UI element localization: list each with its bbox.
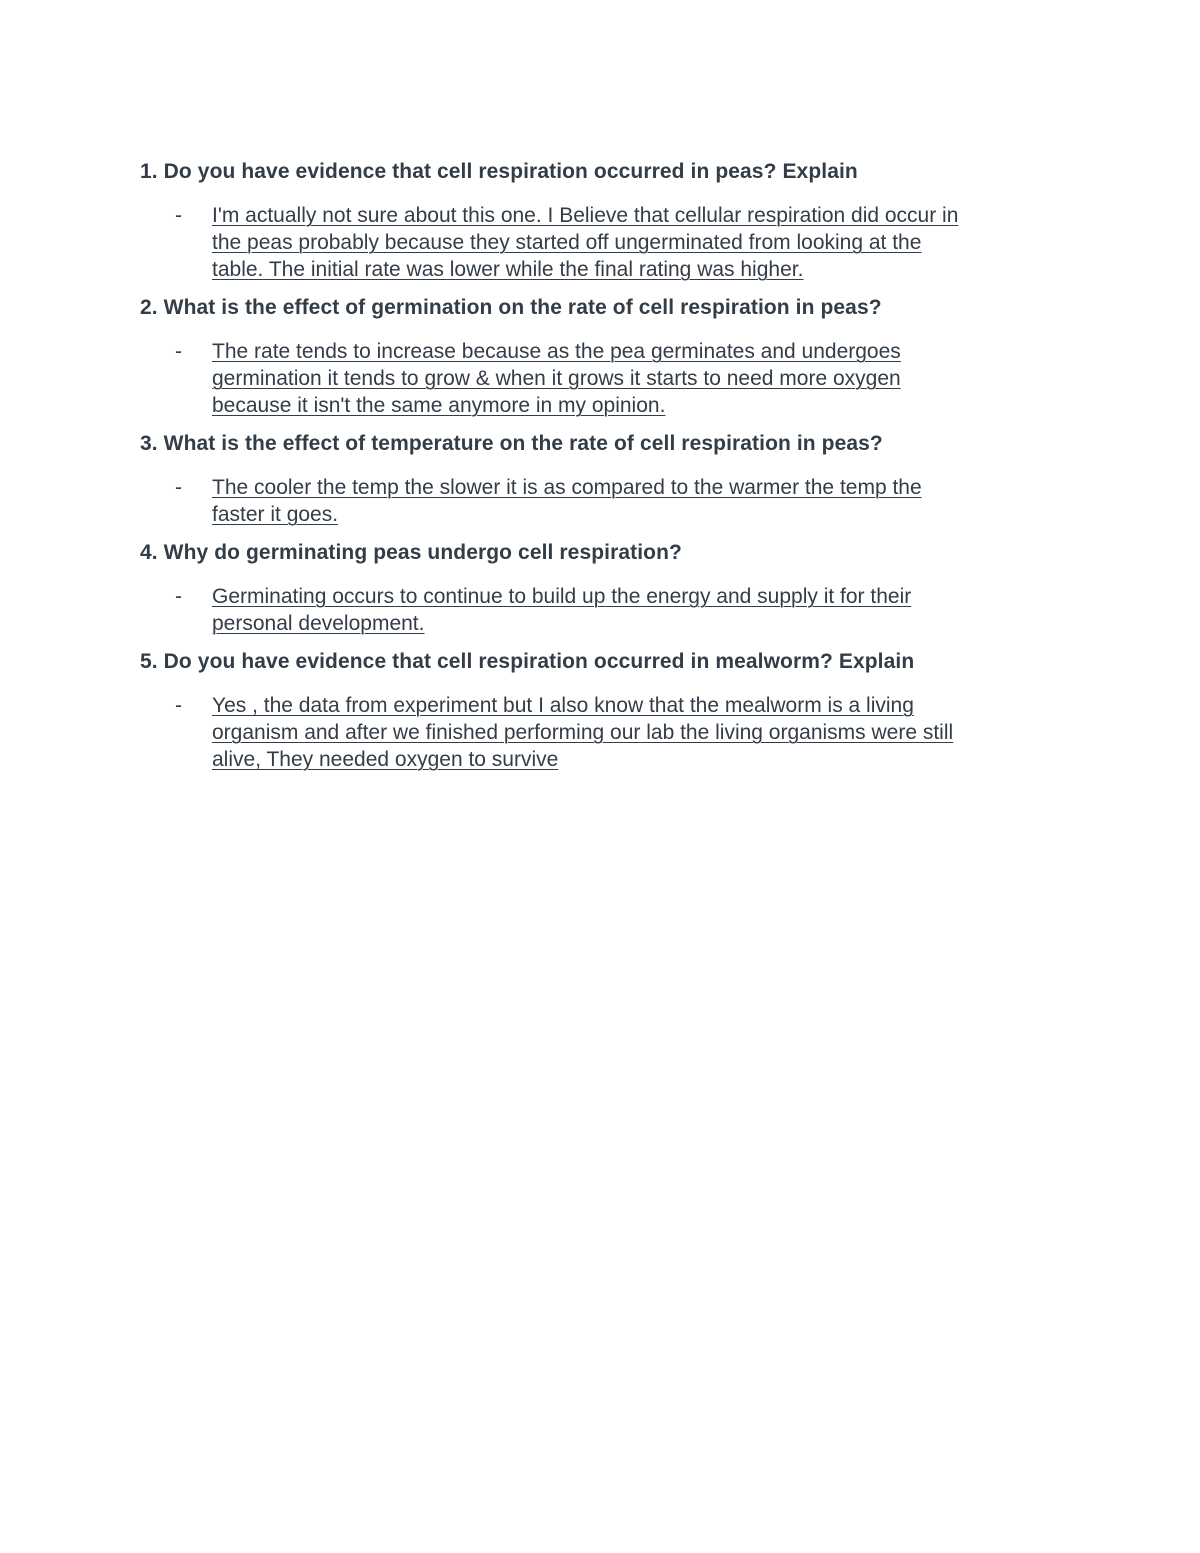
question-text: Do you have evidence that cell respiration occurred in peas? Explain (163, 160, 858, 183)
dash-bullet: - (175, 476, 182, 499)
question-text: What is the effect of temperature on the rate of cell respiration in peas? (163, 432, 883, 455)
answer-2: The rate tends to increase because as the pea germinates and undergoes germination it tends to grow & when it grows it starts to need more oxygen because it isn't the same anymore in my opinion. (212, 340, 901, 417)
dash-bullet: - (175, 694, 182, 717)
question-number: 2. (140, 296, 158, 319)
answer-1: I'm actually not sure about this one. I Believe that cellular respiration did occur in the peas probably because they started off ungerminated from looking at the table. The initial rate was lower while the final rating was higher. (212, 204, 959, 281)
answer-row-2 (140, 338, 1080, 419)
dash-bullet: - (175, 204, 182, 227)
question-text: Do you have evidence that cell respiration occurred in mealworm? Explain (163, 650, 915, 673)
question-item-3 (140, 429, 1080, 528)
question-item-4 (140, 538, 1080, 637)
question-2 (140, 293, 1080, 323)
answer-3: The cooler the temp the slower it is as compared to the warmer the temp the faster it goes. (212, 476, 922, 526)
question-number: 4. (140, 541, 158, 564)
question-item-2 (140, 293, 1080, 419)
answer-row-3 (140, 474, 1080, 528)
question-item-5 (140, 647, 1080, 773)
question-text: What is the effect of germination on the rate of cell respiration in peas? (163, 296, 882, 319)
question-number: 5. (140, 650, 158, 673)
question-3 (140, 429, 1080, 459)
question-5 (140, 647, 1080, 677)
answer-row-1 (140, 202, 1080, 283)
answer-row-5 (140, 692, 1080, 773)
question-number: 3. (140, 432, 158, 455)
answer-4: Germinating occurs to continue to build up the energy and supply it for their personal development. (212, 585, 912, 635)
question-number: 1. (140, 160, 158, 183)
answer-5: Yes , the data from experiment but I also know that the mealworm is a living organism and after we finished performing our lab the living organisms were still alive, They needed oxygen to survive (212, 694, 954, 771)
answer-row-4 (140, 583, 1080, 637)
dash-bullet: - (175, 340, 182, 363)
question-4 (140, 538, 1080, 568)
question-item-1 (140, 157, 1080, 283)
question-text: Why do germinating peas undergo cell respiration? (163, 541, 682, 564)
question-1 (140, 157, 1080, 187)
question-list (140, 157, 1080, 783)
dash-bullet: - (175, 585, 182, 608)
